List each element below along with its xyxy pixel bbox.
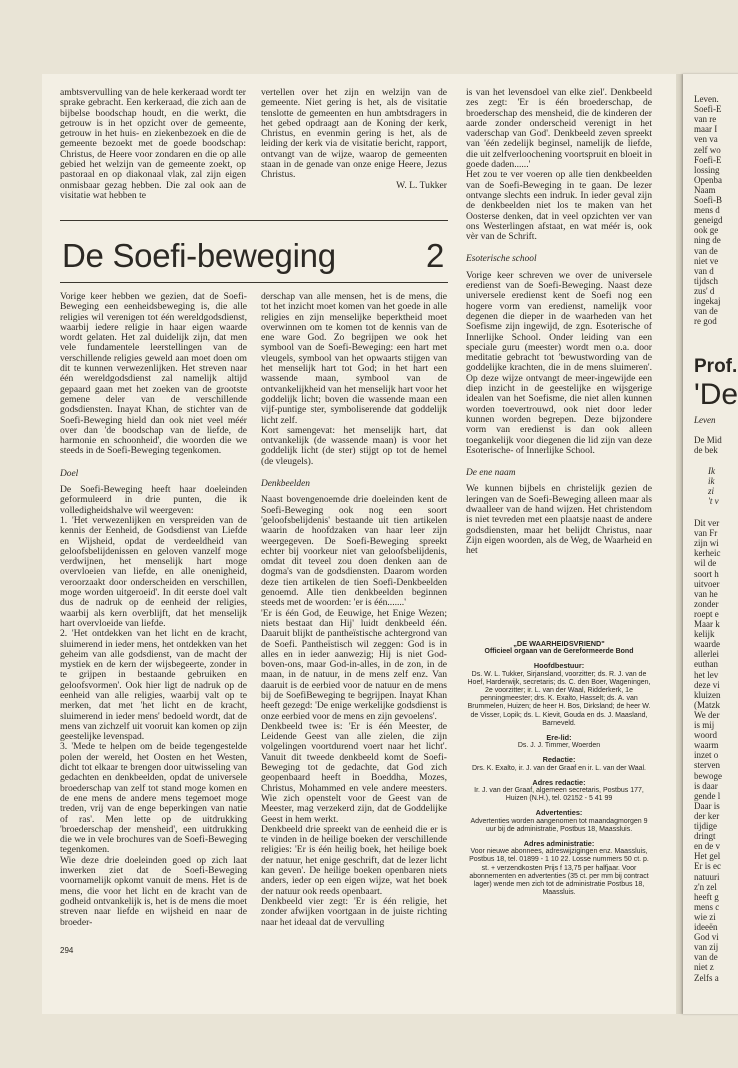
- next-page-line: Openba: [694, 174, 722, 185]
- next-page-line: Dit ver: [694, 518, 720, 528]
- next-page-line: van d: [694, 265, 714, 276]
- paragraph: We kunnen bijbels en christelijk gezien de leringen van de Soefi-Beweging alleen maar als dwaalleer van de hand wijzen. Het christendom is niet tevreden met een plaatsje naast de andere godsdiensten, maar het belijdt Christus, naar Zijn eigen woorden, als de Weg, de Waarheid en het: [466, 483, 652, 557]
- next-page-line: zelf wo: [694, 144, 721, 155]
- paragraph: De Soefi-Beweging heeft haar doeleinden geformuleerd in drie punten, die ik volledigheidshalve wil weergeven:: [60, 484, 247, 516]
- next-page-line: dringt: [694, 831, 716, 842]
- next-page-line: Er is ec: [694, 861, 721, 872]
- next-page-line: Maar k: [694, 619, 720, 629]
- next-page-line: van de: [694, 245, 718, 256]
- next-page-line: Soefi-B: [694, 195, 722, 205]
- article-column-3: [466, 88, 652, 628]
- next-page-line: Het gel: [694, 851, 721, 862]
- editorial-heading: Redactie:: [542, 755, 576, 765]
- next-page-line: Soefi-E: [694, 104, 722, 115]
- prev-article-text-2: vertellen over het zijn en welzijn van de gemeente. Niet gering is het, als de visitatie tenslotte de gemeenten en hun ambtsdragers in het gebed opdraagt aan de Koning der kerk, Christus, en evenmin gering is het, als de leiding der kerk via de visitatie bericht, rapport, ontvangt van de wijze, waarop de gemeenten staan in de genade van onze enige Heere, Jezus Christus.: [261, 88, 447, 181]
- next-page-line: lossing: [694, 164, 720, 175]
- masthead-box: [466, 640, 652, 940]
- next-page-line: kerheic: [694, 548, 721, 559]
- next-page-subtitle: Leven: [694, 415, 716, 425]
- ads-heading: Advertenties:: [535, 808, 583, 818]
- next-page-line: Zelfs a: [694, 972, 719, 983]
- editorial-text: Drs. K. Exalto, ir. J. van der Graaf en ir. L. van der Waal.: [471, 764, 647, 772]
- next-page-line: van de: [694, 306, 718, 317]
- paragraph: 1. 'Het verwezenlijken en verspreiden van de kennis der Eenheid, de Godsdienst van Liefde en Wijsheid, opdat de verdeeldheid van geloofsbelijdenissen en geloven vanzelf moge verdwijnen, het menselijk hart moge overvloeien van liefde, en alle onenigheid, veroorzaakt door onderscheiden en verschillen, moge worden uitgeroeid'. In dit eerste doel valt dus de nadruk op de eenheid der religies, waarbij als kern overblijft, dat het menselijk hart overvloeide van liefde.: [60, 514, 247, 629]
- next-page-line: euthan: [694, 659, 718, 670]
- paragraph: is van het levensdoel van elke ziel'. Denkbeeld zes zegt: 'Er is één broederschap, de broederschap des mensheid, die de kinderen der aarde zonder onderscheid verenigt in het vaderschap van God'. Denkbeeld zeven spreekt van 'één zedelijk beginsel, namelijk de liefde, die uit zelfverloochening voortspruit en bloeit in goede daden......': [466, 88, 652, 171]
- next-page-line: God vi: [694, 932, 719, 943]
- next-page-line: wie zi: [694, 911, 716, 922]
- paragraph: Naast bovengenoemde drie doeleinden kent de Soefi-Beweging ook nog een soort 'geloofsbelijdenis' bestaande uit tien artikelen waarin de hoofdzaken van haar leer zijn weergegeven. De Soefi-Beweging spreekt echter bij voorkeur niet van geloofsbelijdenis, omdat dit teveel zou doen denken aan de dogma's van de godsdiensten. Daarom worden deze tien artikelen de tien Soefi-Denkbeelden genoemd. Alle tien denkbeelden beginnen steeds met de woorden: 'er is één.......': [261, 494, 447, 609]
- next-page-line: van zij: [694, 942, 719, 953]
- next-page-line: wil de: [694, 558, 717, 569]
- paragraph: Denkbeeld twee is: 'Er is één Meester, de Leidende Geest van alle zielen, die zijn volgelingen voortdurend voert naar het licht'. Vanuit dit tweede denkbeeld komt de Soefi-Beweging tot de gedachte, dat God zich geopenbaard heeft in Boeddha, Mozes, Christus, Mohammed en vele andere meesters. Wie zich openstelt voor de Geest van de Meester, mag verzekerd zijn, dat de Goddelijke Geest in hem werkt.: [261, 720, 447, 825]
- next-page-line: (Matzk: [694, 699, 720, 710]
- title-underline: [60, 282, 448, 283]
- next-page-line: waarm: [694, 740, 719, 751]
- paragraph: 'Er is één God, de Eeuwige, het Enige Wezen; niets bestaat dan Hij' luidt denkbeeld één. Daaruit blijkt de pantheïstische achtergrond van de Soefi. Pantheïstisch wil zeggen: God is in alles en in ieder aanwezig; Hij is niet God-boven-ons, maar God-in-alles, in de zon, in de maan, in de natuur, in de mens zelf enz. Van daaruit is de eerbied voor de natuur en de mens bij de SoefiBeweging te begrijpen. Inayat Khan heeft gezegd: 'De enige werkelijke godsdienst is onze eerbied voor de mens en zijn gevoelens'.: [261, 607, 447, 722]
- next-page-line: ik: [708, 476, 715, 487]
- paragraph: Wie deze drie doeleinden goed op zich laat inwerken ziet dat de Soefi-Beweging voornamelijk opkomt vanuit de mens. Het is de mens, die voor het licht en de kracht van de godheid ontvankelijk is, het is de mens die moet streven naar liefde en wijsheid en naar de broeder-: [60, 854, 247, 928]
- paragraph: derschap van alle mensen, het is de mens, die tot het inzicht moet komen van het goede in alle religies en zijn menselijke beperktheid moet overwinnen om te komen tot de kennis van de ene ware God. Zo begrijpen we ook het symbool van de Soefi-Beweging: een hart met vleugels, symbool van het opwaarts stijgen van het menselijk hart tot God; in het hart een wassende maan, symbool van de ontvankelijkheid van het menselijk hart voor het goddelijk licht; boven die wassende maan een vijf-puntige ster, symboliserende dat goddelijk licht zelf.: [261, 292, 447, 426]
- next-page-line: Daar is: [694, 800, 720, 811]
- next-page-line: inzet o: [694, 750, 719, 761]
- paragraph: Denkbeeld drie spreekt van de eenheid die er is te vinden in de heilige boeken der verschillende religies: 'Er is één heilig boek, het heilige boek der natuur, het enige geschrift, dat de lezer licht kan geven'. De heilige boeken openbaren niets anders, ieder op een eigen wijze, wat het boek der natuur ook reeds openbaart.: [261, 823, 447, 897]
- next-page-line: mens d: [694, 205, 720, 216]
- honorary-text: Ds. J. J. Timmer, Woerden: [517, 742, 601, 750]
- next-page-line: gende l: [694, 790, 721, 801]
- article-divider: [60, 220, 448, 221]
- paragraph: Het zou te ver voeren op alle tien denkbeelden van de Soefi-Beweging in te gaan. De lezer ontvange slechts een indruk. In ieder geval zijn de denkbeelden niet los te maken van het Oosterse denken, dat in veel opzichten ver van ons Westerlingen afstaat, en wat méér is, ook vèr van de Schrift.: [466, 169, 652, 243]
- next-page-line: tijdige: [694, 821, 717, 831]
- paragraph: Denkbeeld vier zegt: 'Er is één religie, het zonder afwijken voortgaan in de juiste richting naar het ideaal dat de vervulling: [261, 895, 447, 928]
- board-heading: Hoofdbestuur:: [533, 661, 585, 671]
- address-heading: Adres redactie:: [532, 777, 586, 787]
- next-page-line: maar I: [694, 124, 718, 135]
- next-page-line: De Mid: [694, 435, 722, 445]
- article-column-1: [60, 292, 247, 942]
- next-page-line: kluizen: [694, 689, 721, 700]
- next-page-line: geneigd: [694, 215, 723, 226]
- section-heading-de-ene-naam: De ene naam: [466, 468, 516, 479]
- next-page-line: ning de: [694, 235, 721, 246]
- next-page-line: en de v: [694, 841, 720, 852]
- next-page-line: Ik: [708, 466, 715, 476]
- next-page-line: de bek: [694, 445, 718, 456]
- next-page-line: het lev: [694, 669, 719, 680]
- paragraph: Vorige keer schreven we over de universele eredienst van de Soefi-Beweging. Naast deze universele eredienst kent de Soefi nog een hogere vorm van eredienst, namelijk voor degenen die dieper in de waarheden van het Soefisme zijn ingewijd, de zgn. Esoterische of Innerlijke School. Onder leiding van een speciale guru (meester) wordt men o.a. door meditatie gebracht tot 'bewustwording van de goddelijke krachten, die in de mens sluimeren'. Op deze wijze ontvangt de meer-ingewijde een diep inzicht in de geestelijke en wijsgerige idealen van het Soefisme, die niet allen kunnen worden toevertrouwd, ook niet door leder kunnen worden begrepen. Deze bijzondere vorm van eredienst is dan ook alleen toegankelijk voor diegenen die lid zijn van deze Esoterische- of Innerlijke School.: [466, 269, 652, 456]
- next-page-line: ingekaj: [694, 296, 721, 306]
- next-page-line: ook ge: [694, 225, 719, 236]
- masthead-subtitle: Officieel orgaan van de Gereformeerde Bond: [484, 648, 634, 656]
- next-page-line: niet ve: [694, 255, 719, 266]
- admin-text: Voor nieuwe abonnees, adreswijzigingen enz. Maassluis, Postbus 18, tel. 01899 - 1 10 22. Losse nummers 50 ct. p. st. + verzendkosten Prijs f 13,75 per halfjaar. Voor abonnementen en advertenties (35 ct. per mm bij contract lager) wende men zich tot de administratie Postbus 18, Maassluis.: [469, 848, 649, 897]
- ads-text: Advertenties worden aangenomen tot maandagmorgen 9 uur bij de administratie, Postbus 18, Maassluis.: [470, 817, 648, 833]
- next-page-line: heeft g: [694, 891, 719, 902]
- article-part-number: 2: [426, 237, 445, 274]
- author-signature: W. L. Tukker: [396, 179, 447, 191]
- article-title: De Soefi-beweging: [62, 237, 336, 274]
- next-page-heading-de: 'De: [694, 378, 738, 411]
- page-number: 294: [60, 946, 74, 955]
- next-page-line: roept e: [694, 608, 719, 619]
- paragraph: 2. 'Het ontdekken van het licht en de kracht, sluimerend in ieder mens, het ontdekken van het geheim van alle godsdienst, van de macht der mystiek en de kern der wijsbegeerte, zonder in te grijpen in bestaande gebruiken en geloofsvormen'. Ook hier ligt de nadruk op de eenheid van alle religies, waarbij valt op te merken, dat met 'het licht en de kracht, sluimerend in ieder mens' bedoeld wordt, dat de mens van zichzelf uit vooruit kan komen op zijn geestelijke levenspad.: [60, 628, 247, 743]
- next-page-line: tijdsch: [694, 275, 718, 286]
- next-page-line: zijn wi: [694, 538, 719, 549]
- admin-heading: Adres administratie:: [523, 839, 595, 849]
- next-page-line: z'n zel: [694, 881, 717, 892]
- next-page-line: zonder: [694, 598, 719, 609]
- next-page-line: uitvoer: [694, 578, 720, 589]
- next-page-line: Naam: [694, 184, 716, 195]
- prev-article-col2: [261, 88, 447, 218]
- next-page-line: Leven.: [694, 94, 719, 104]
- next-page-line: Foefi-E: [694, 154, 722, 165]
- next-page-line: natuuri: [694, 871, 720, 882]
- next-page-line: is mij: [694, 720, 715, 730]
- section-heading-doel: Doel: [60, 468, 79, 479]
- next-page-line: van de: [694, 952, 718, 963]
- next-page-line: soort h: [694, 568, 719, 579]
- next-page-line: re god: [694, 316, 717, 327]
- section-heading-esoterische-school: Esoterische school: [466, 254, 537, 265]
- intro-paragraph: Vorige keer hebben we gezien, dat de Soefi-Beweging een eenheidsbeweging is, die alle religies wil verenigen tot één wereldgodsdienst, waarbij iedere religie in haar eigen waarde wordt gelaten. Het zal duidelijk zijn, dat men vele fundamentele leerstellingen van de verschillende religies geweld aan moet doen om dit te kunnen verwezenlijken. Het streven naar één wereldgodsdienst zal namelijk altijd gepaard gaan met het zoeken van de grootste gemene deler van de verschillende godsdiensten. Inayat Khan, de stichter van de Soefi-Beweging hield dan ook niet veel méér over dan 'de boodschap van de liefde, de harmonie en schoonheid', die woorden die we steeds in de Soefi-Beweging tegenkomen.: [60, 292, 247, 457]
- next-page-line: is daar: [694, 780, 718, 791]
- next-page-line: allerlei: [694, 649, 719, 660]
- next-page-line: van re: [694, 114, 717, 125]
- next-page-line: 't v: [708, 496, 719, 507]
- next-page-line: der ker: [694, 810, 720, 821]
- next-page-line: waarde: [694, 639, 720, 650]
- next-page-line: van Fr: [694, 528, 718, 539]
- next-page-line: van he: [694, 588, 718, 599]
- prev-article-col1: [60, 88, 246, 218]
- section-heading-denkbeelden: Denkbeelden: [261, 479, 310, 490]
- next-page-heading-prof: Prof.: [694, 356, 738, 377]
- next-page-line: kelijk: [694, 629, 715, 640]
- next-page-line: zi: [708, 486, 715, 497]
- next-page-line: ven va: [694, 134, 718, 145]
- next-page-line: bewoge: [694, 770, 722, 781]
- address-text: Ir. J. van der Graaf, algemeen secretaris, Postbus 177, Huizen (N.H.), tel. 02152 - 5 41 99: [474, 787, 644, 803]
- next-page-line: niet z: [694, 962, 714, 973]
- next-page-line: mens c: [694, 901, 720, 912]
- honorary-heading: Ere-lid:: [546, 733, 572, 743]
- next-page-line: woord: [694, 730, 717, 741]
- next-page-line: We der: [694, 709, 720, 720]
- next-page-line: ideeën: [694, 922, 718, 932]
- masthead-title: „DE WAARHEIDSVRIEND": [513, 640, 605, 648]
- board-text: Ds. W. L. Tukker, Sirjansland, voorzitter; ds. R. J. van de Hoef, Harderwijk, secretaris; ds. C. den Boer, Wageningen, 2e voorzitter; ir. L. van der Waal, Ridderkerk, 1e penningmeester; drs. K. Exalto, Hasselt; ds. A. van Brummelen, Huizen; de heer H. Bos, Dirksland; de heer W. de Visser, Lopik; ds. L. Kievit, Gouda en ds. J. Maasland, Barneveld.: [467, 670, 651, 727]
- next-page-line: zus' d: [694, 285, 715, 296]
- paragraph: 3. 'Mede te helpen om de beide tegengestelde polen der wereld, het Oosten en het Westen, dicht tot elkaar te brengen door uitwisseling van gedachten en denkbeelden, opdat de universele broederschap van zelf tot stand moge komen en de ene mens de andere mens tegemoet moge treden, vrij van de enge beperkingen van natie of ras'. Men lette op de uitdrukking 'broederschap der mensheid', een uitdrukking die we in vele brochures van de Soefi-Beweging tegenkomen.: [60, 741, 247, 856]
- next-page-line: deze vi: [694, 679, 720, 690]
- next-page-line: sterven: [694, 760, 720, 771]
- article-column-2: [261, 292, 447, 942]
- paragraph: Kort samengevat: het menselijk hart, dat ontvankelijk (de wassende maan) is voor het goddelijk licht (de ster) stijgt op tot de hemel (de vleugels).: [261, 424, 447, 467]
- prev-article-text-1: ambtsvervulling van de hele kerkeraad wordt ter sprake gebracht. Een kerkeraad, die zich aan de bijbelse boodschap houdt, en die werkt, die getrouw is in het opzicht over de gemeente, getrouw in het huis- en ziekenbezoek en die de gemeente bezoekt met de goede boodschap: Christus, de Heere voor zondaren en die op alle gebied het welzijn van de gemeente zoekt, op pastoraal en op diakonaal vlak, zal zijn eigen onmisbaar gezag hebben. Die zal ook aan de visitatie wat hebben te: [60, 88, 246, 201]
